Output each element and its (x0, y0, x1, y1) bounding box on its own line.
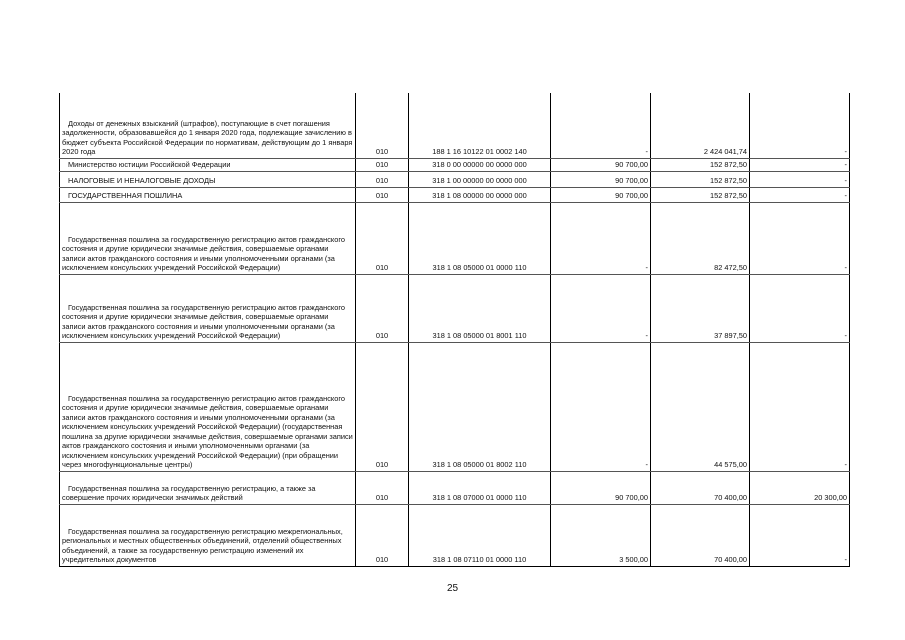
unexecuted-amount-cell: - (750, 342, 850, 471)
revenue-name-cell: Доходы от денежных взысканий (штрафов), поступающие в счет погашения задолженности, образовавшейся до 1 января 2020 года, подлежащие зачислению в бюджет субъекта Российской Федерации по нормативам, действующим до 1 января 2020 года (60, 93, 356, 158)
line-code-cell: 010 (356, 158, 409, 171)
line-code-cell: 010 (356, 187, 409, 202)
unexecuted-amount-cell: - (750, 274, 850, 342)
approved-amount-cell: - (551, 342, 651, 471)
executed-amount-cell: 37 897,50 (651, 274, 750, 342)
table-row (60, 342, 850, 471)
budget-revenue-table (59, 93, 850, 567)
line-code-cell: 010 (356, 342, 409, 471)
executed-amount-cell: 2 424 041,74 (651, 93, 750, 158)
executed-amount-cell: 44 575,00 (651, 342, 750, 471)
approved-amount-cell: - (551, 274, 651, 342)
table-row (60, 93, 850, 158)
line-code-cell: 010 (356, 471, 409, 504)
budget-classification-code-cell: 318 1 00 00000 00 0000 000 (409, 171, 551, 187)
table-row (60, 187, 850, 202)
table-row (60, 274, 850, 342)
revenue-name-cell: НАЛОГОВЫЕ И НЕНАЛОГОВЫЕ ДОХОДЫ (60, 171, 356, 187)
revenue-name-cell: Министерство юстиции Российской Федерации (60, 158, 356, 171)
revenue-name-cell: ГОСУДАРСТВЕННАЯ ПОШЛИНА (60, 187, 356, 202)
budget-classification-code-cell: 318 1 08 00000 00 0000 000 (409, 187, 551, 202)
revenue-name-cell: Государственная пошлина за государственную регистрацию, а также за совершение прочих юридически значимых действий (60, 471, 356, 504)
line-code-cell: 010 (356, 504, 409, 566)
revenue-name-cell: Государственная пошлина за государственную регистрацию актов гражданского состояния и другие юридически значимые действия, совершаемые органами записи актов гражданского состояния и иными уполномоченными органами (за исключением консульских учреждений Российской Федерации) (60, 274, 356, 342)
executed-amount-cell: 70 400,00 (651, 471, 750, 504)
page-number: 25 (446, 583, 459, 594)
revenue-name-cell: Государственная пошлина за государственную регистрацию актов гражданского состояния и другие юридически значимые действия, совершаемые органами записи актов гражданского состояния и иными уполномоченными органами (за исключением консульских учреждений Российской Федерации) (60, 202, 356, 274)
unexecuted-amount-cell: - (750, 171, 850, 187)
approved-amount-cell: - (551, 93, 651, 158)
unexecuted-amount-cell: - (750, 93, 850, 158)
budget-classification-code-cell: 188 1 16 10122 01 0002 140 (409, 93, 551, 158)
executed-amount-cell: 82 472,50 (651, 202, 750, 274)
table-row (60, 202, 850, 274)
unexecuted-amount-cell: - (750, 202, 850, 274)
unexecuted-amount-cell: - (750, 504, 850, 566)
line-code-cell: 010 (356, 93, 409, 158)
line-code-cell: 010 (356, 274, 409, 342)
budget-classification-code-cell: 318 1 08 05000 01 8001 110 (409, 274, 551, 342)
revenue-name-cell: Государственная пошлина за государственную регистрацию межрегиональных, региональных и местных общественных объединений, отделений общественных объединений, а также за государственную регистрацию изменений их учредительных документов (60, 504, 356, 566)
revenue-name-cell: Государственная пошлина за государственную регистрацию актов гражданского состояния и другие юридически значимые действия, совершаемые органами записи актов гражданского состояния и иными уполномоченными органами (за исключением консульских учреждений Российской Федерации) (государственная пошлина за другие юридически значимые действия, совершаемые органами записи актов гражданского состояния и иными уполномоченными органами (за исключением консульских учреждений Российской Федерации) (при обращении через многофункциональные центры) (60, 342, 356, 471)
approved-amount-cell: 90 700,00 (551, 171, 651, 187)
table-row (60, 171, 850, 187)
approved-amount-cell: 90 700,00 (551, 187, 651, 202)
approved-amount-cell: 90 700,00 (551, 471, 651, 504)
executed-amount-cell: 152 872,50 (651, 187, 750, 202)
unexecuted-amount-cell: - (750, 187, 850, 202)
executed-amount-cell: 152 872,50 (651, 171, 750, 187)
table-row (60, 158, 850, 171)
executed-amount-cell: 70 400,00 (651, 504, 750, 566)
budget-classification-code-cell: 318 1 08 07000 01 0000 110 (409, 471, 551, 504)
line-code-cell: 010 (356, 171, 409, 187)
budget-classification-code-cell: 318 0 00 00000 00 0000 000 (409, 158, 551, 171)
approved-amount-cell: - (551, 202, 651, 274)
approved-amount-cell: 90 700,00 (551, 158, 651, 171)
table-row (60, 504, 850, 566)
line-code-cell: 010 (356, 202, 409, 274)
approved-amount-cell: 3 500,00 (551, 504, 651, 566)
budget-classification-code-cell: 318 1 08 05000 01 8002 110 (409, 342, 551, 471)
unexecuted-amount-cell: - (750, 158, 850, 171)
budget-classification-code-cell: 318 1 08 05000 01 0000 110 (409, 202, 551, 274)
executed-amount-cell: 152 872,50 (651, 158, 750, 171)
unexecuted-amount-cell: 20 300,00 (750, 471, 850, 504)
budget-classification-code-cell: 318 1 08 07110 01 0000 110 (409, 504, 551, 566)
table-row (60, 471, 850, 504)
